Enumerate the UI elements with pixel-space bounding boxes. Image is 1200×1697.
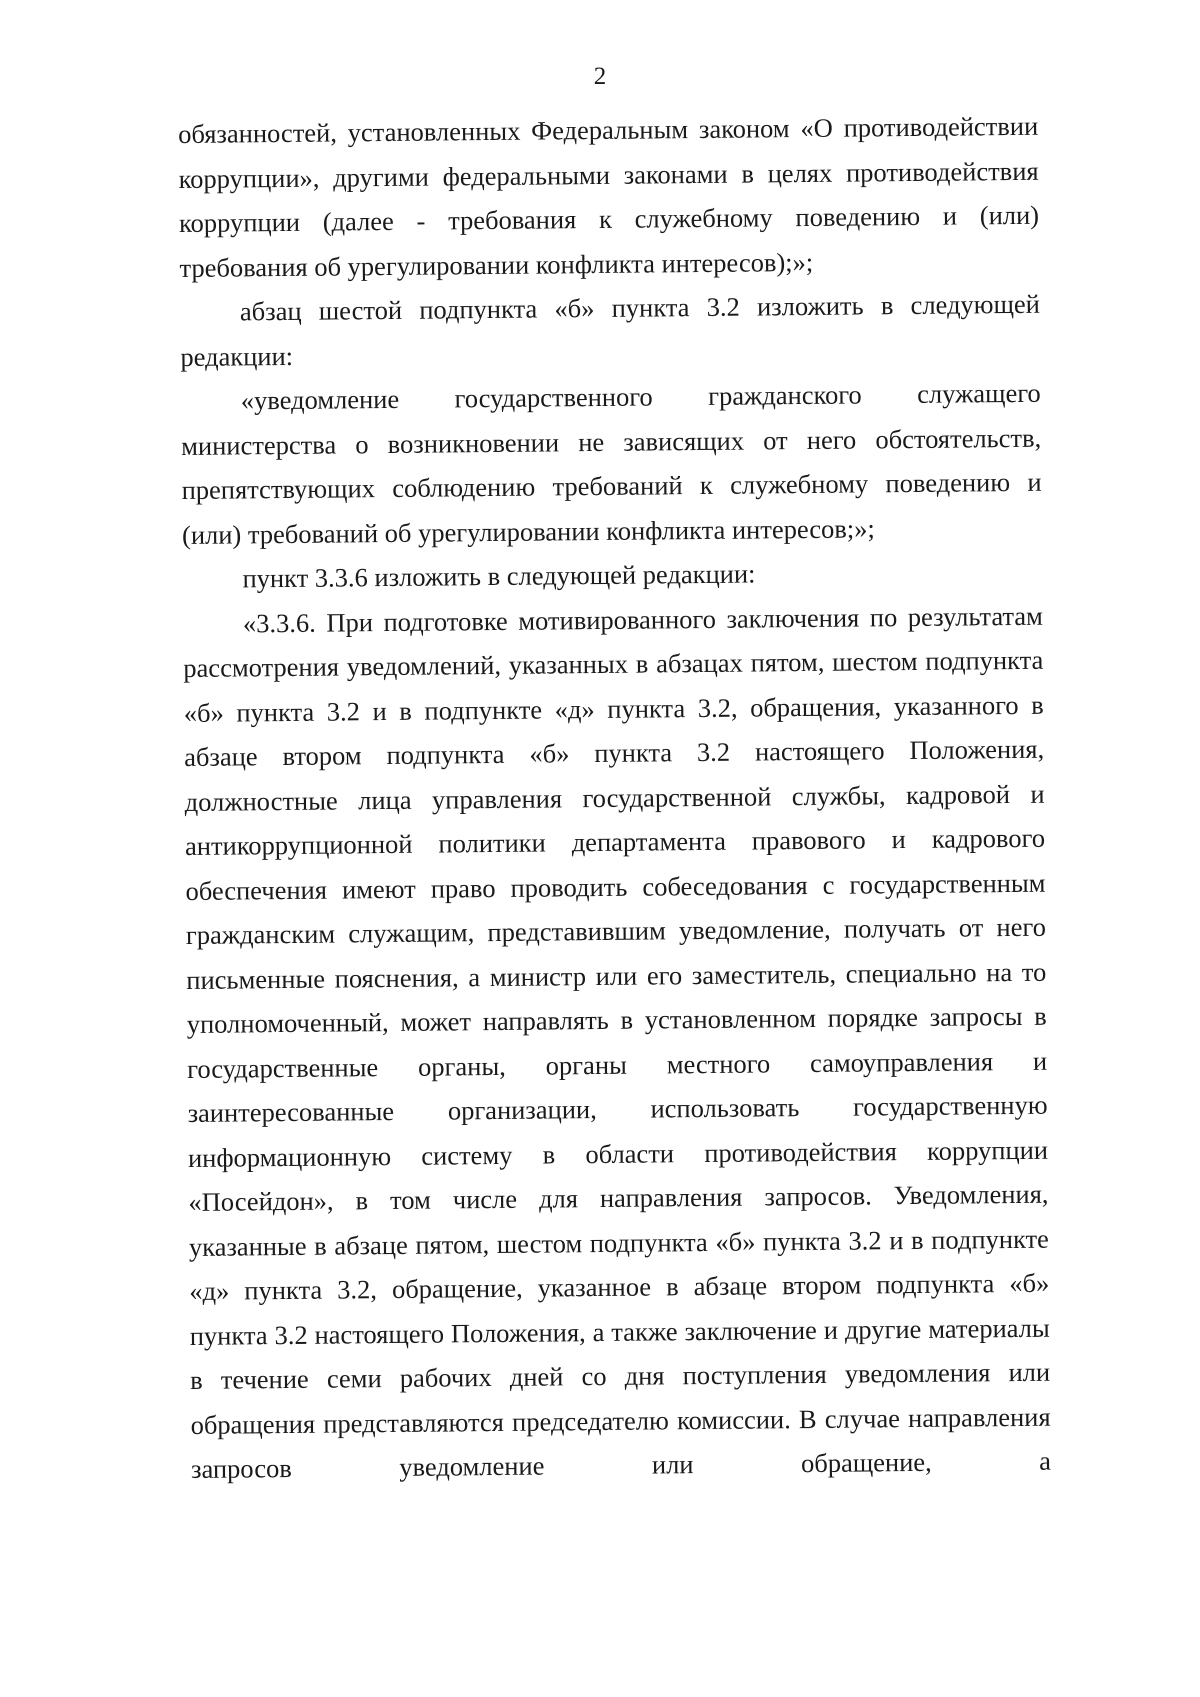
paragraph-quoted-notification: «уведомление государственного гражданского служащего министерства о возникновении не зависящих от него обстоятельств, препятствующих соблюдению требований к служебному поведению и (или) требований об урегулировании конфликта интересов;»; [181,377,1042,550]
document-body [178,104,1051,1492]
paragraph-clause-3-3-6: «3.3.6. При подготовке мотивированного заключения по результатам рассмотрения уведомлений, указанных в абзацах пятом, шестом подпункта «б» пункта 3.2 и в подпункте «д» пункта 3.2, обращения, указанного в абзаце втором подпункта «б» пункта 3.2 настоящего Положения, должностные лица управления государственной службы, кадровой и антикоррупционной политики департамента правового и кадрового обеспечения имеют право проводить собеседования с государственным гражданским служащим, представившим уведомление, получать от него письменные пояснения, а министр или его заместитель, специально на то уполномоченный, может направлять в установленном порядке запросы в государственные органы, органы местного самоуправления и заинтересованные организации, использовать государственную информационную систему в области противодействия коррупции «Посейдон», в том числе для направления запросов. Уведомления, указанные в абзаце пятом, шестом подпункта «б» пункта 3.2 и в подпункте «д» пункта 3.2, обращение, указанное в абзаце втором подпункта «б» пункта 3.2 настоящего Положения, а также заключение и другие материалы в течение семи рабочих дней со дня поступления уведомления или обращения представляются председателю комиссии. В случае направления запросов уведомление или обращение, а [183,600,1052,1484]
paragraph-amendment-3-3-6: пункт 3.3.6 изложить в следующей редакции: [242,558,756,594]
paragraph-amendment-3-2: абзац шестой подпункта «б» пункта 3.2 изложить в следующей редакции: [180,288,1041,372]
page-number: 2 [593,63,607,90]
paragraph-continuation: обязанностей, установленных Федеральным законом «О противодействии коррупции», другими федеральными законами в целях противодействия коррупции (далее - требования к служебному поведению и (или) требования об урегулировании конфликта интересов);»; [178,110,1040,283]
